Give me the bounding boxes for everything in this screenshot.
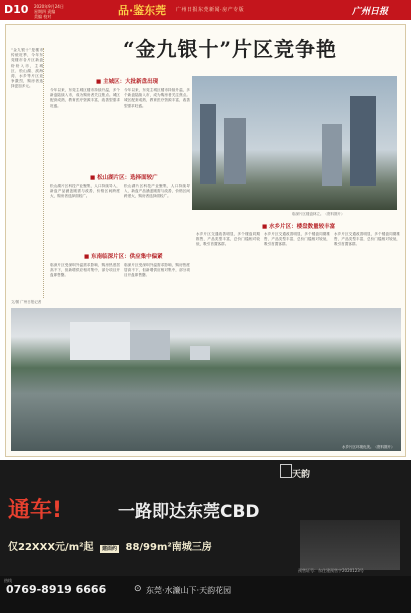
section-body: 松山湖片区科技产业聚集，人口持续导入，新盘产品涵盖刚需与改善，价格区间跨度大，购房者选择面较广。 xyxy=(50,184,120,199)
lead-text: “金九银十”是楼市传统旺季，今年东莞楼市各片区新盘纷纷入市，主城区、松山湖、滨海湾、水乡等片区竞争激烈，购房者选择更加多元。 xyxy=(11,48,43,89)
photo-building xyxy=(224,118,246,184)
section-body: 水乡片区交通改善明显，多个楼盘同期推售，产品类型丰富，总价门槛相对较低，吸引首置客群。 xyxy=(334,232,400,247)
section-body: 水乡片区交通改善明显，多个楼盘同期推售，产品类型丰富，总价门槛相对较低，吸引首置客群。 xyxy=(196,232,260,247)
issue-line: 2020年9月24日 xyxy=(34,4,64,9)
section-body: 松山湖片区科技产业聚集，人口持续导入，新盘产品涵盖刚需与改善，价格区间跨度大，购房者选择面较广。 xyxy=(124,184,190,199)
photo-caption: 水乡片区环境优美。（资料图片） xyxy=(342,445,395,449)
section-heading: ■ 东南临深片区：供应集中偏紧 xyxy=(84,254,163,260)
photo-caption: 临深片区楼盘林立。（资料图片） xyxy=(292,212,345,216)
photo-building xyxy=(130,330,170,360)
brand-logo-icon xyxy=(280,464,292,478)
location-pin-icon: ⊙ xyxy=(134,584,142,594)
section-body: 临深片区受深圳外溢需求影响，购房热度居高不下，但新增供应相对集中，部分项目开盘即售罄。 xyxy=(50,263,120,278)
heading-text: 东南临深片区：供应集中偏紧 xyxy=(91,254,163,260)
issue-line: 美编 校对 xyxy=(34,14,52,19)
ad-headline: 通车! xyxy=(8,498,63,523)
issue-line: 星期四 责编 xyxy=(34,9,56,14)
article-title: “金九银十”片区竞争艳 xyxy=(122,37,337,61)
author-byline: 文/图 广州日报记者 xyxy=(11,300,42,304)
photo-building xyxy=(190,346,210,360)
photo-building xyxy=(350,96,376,186)
section-description: 广州日报东莞新闻·房产专版 xyxy=(176,7,245,13)
page-number: D10 xyxy=(4,3,29,16)
heading-text: 松山湖片区：选择面较广 xyxy=(97,175,158,181)
ad-phone: 0769-8919 6666 xyxy=(6,583,107,596)
section-body: 今年以来，东莞主城区楼市持续升温，多个新盘陆续入市，成为购房者关注焦点。城区配套成熟，教育医疗资源丰富，改善型需求旺盛。 xyxy=(124,88,190,108)
photo-building xyxy=(70,322,130,360)
ad-brand: 天韵 xyxy=(292,470,311,480)
newspaper-logo: 广州日报 xyxy=(352,7,389,17)
ad-area-label: 建面约 xyxy=(101,546,117,552)
section-body: 水乡片区交通改善明显，多个楼盘同期推售，产品类型丰富，总价门槛相对较低，吸引首置客群。 xyxy=(264,232,330,247)
ad-legal: 预售证号：东住建预售字2020123号 xyxy=(298,568,364,573)
section-body: 临深片区受深圳外溢需求影响，购房热度居高不下，但新增供应相对集中，部分项目开盘即售罄。 xyxy=(124,263,190,278)
ad-address: 东莞·水濂山下·天韵花园 xyxy=(146,586,232,595)
ad-area: 88/99m²南城三房 xyxy=(125,542,212,553)
section-title: 品·鉴东莞 xyxy=(118,4,167,17)
ad-price: 仅22XXX元/m²起 xyxy=(8,542,94,553)
heading-text: 水乡片区：楼盘数量较丰富 xyxy=(269,224,336,230)
ad-price-row xyxy=(8,538,288,556)
ad-subheadline: 一路即达东莞CBD xyxy=(118,502,260,522)
ad-hotline-label: 热线 xyxy=(4,578,12,583)
lead-column xyxy=(11,48,44,298)
section-heading: ■ 主城区：大批新盘出现 xyxy=(96,79,159,85)
photo-building xyxy=(322,124,342,186)
photo-building xyxy=(200,104,216,184)
issue-info xyxy=(34,4,76,19)
section-heading: ■ 水乡片区：楼盘数量较丰富 xyxy=(262,224,336,230)
section-body: 今年以来，东莞主城区楼市持续升温，多个新盘陆续入市，成为购房者关注焦点。城区配套成熟，教育医疗资源丰富，改善型需求旺盛。 xyxy=(50,88,120,108)
section-heading: ■ 松山湖片区：选择面较广 xyxy=(90,175,158,181)
heading-text: 主城区：大批新盘出现 xyxy=(103,79,159,85)
ad-skyline-image xyxy=(300,520,400,570)
